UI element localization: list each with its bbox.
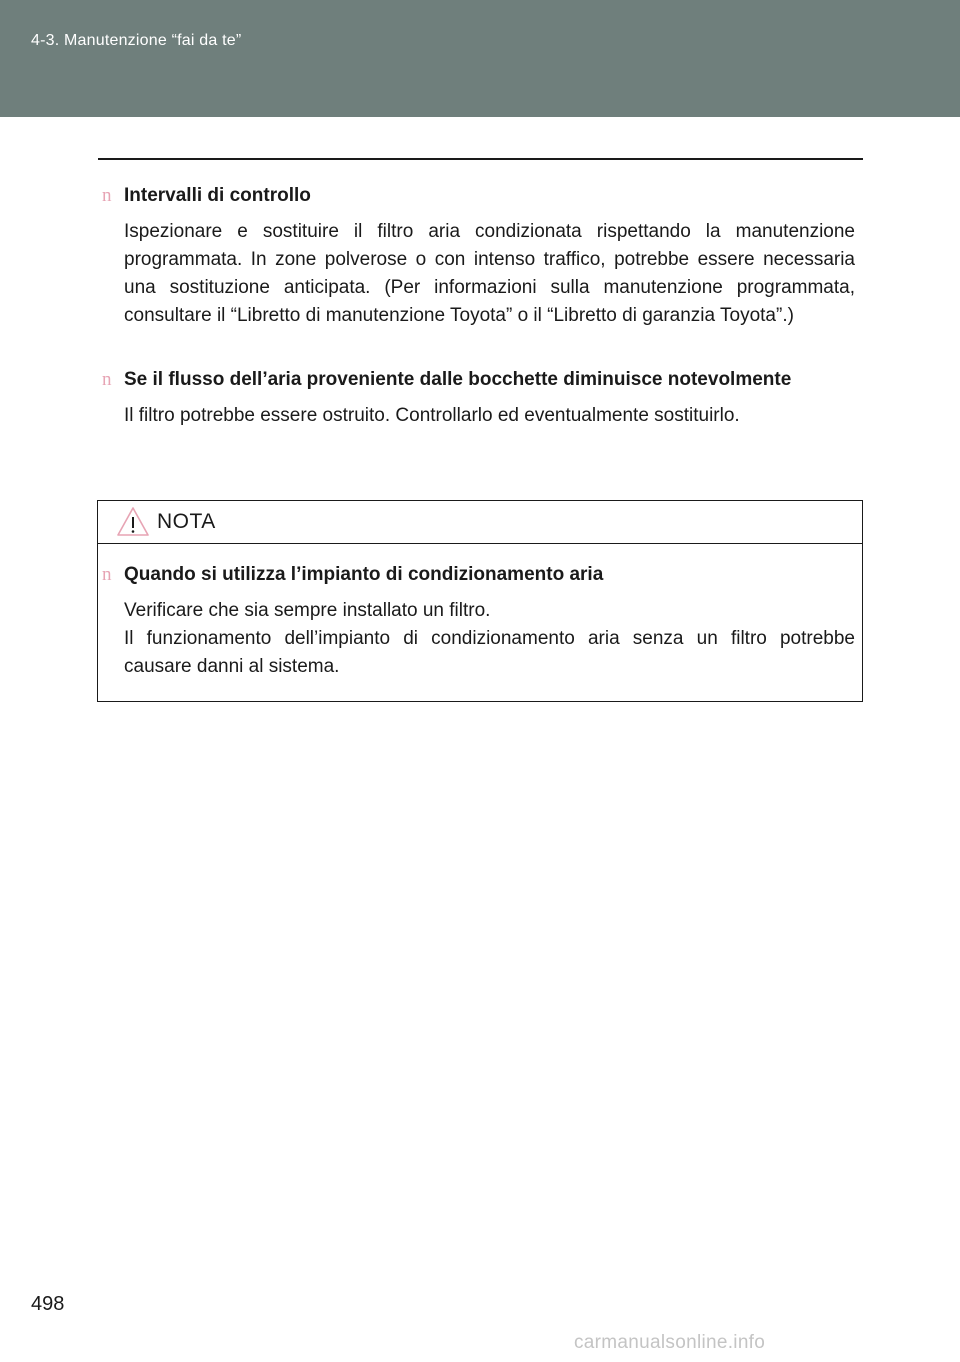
section-body: Ispezionare e sostituire il filtro aria condizionata rispettando la manutenzione programmata. In zone polverose o con intenso traffico, potrebbe essere necessaria una sostituzione anticipata. (Per informazioni sulla manutenzione programmata, consultare il “Libretto di manutenzione Toyota” o il “Libretto di garanzia Toyota”.) (124, 221, 855, 326)
bullet-icon: n (102, 185, 112, 206)
note-line-1: Verificare che sia sempre installato un filtro. (124, 600, 491, 621)
section-heading (100, 182, 855, 210)
header-band (0, 0, 960, 117)
section-title: 4-3. Manutenzione “fai da te” (31, 32, 242, 49)
section-flusso (100, 366, 855, 430)
top-rule (98, 158, 863, 160)
section-title: Intervalli di controllo (124, 185, 311, 206)
page-number: 498 (31, 1293, 65, 1315)
note-box (97, 500, 863, 702)
note-heading (100, 561, 855, 589)
warning-triangle-icon (116, 506, 150, 538)
section-heading (100, 366, 855, 394)
note-line-2: Il funzionamento dell’impianto di condizionamento aria senza un filtro potrebbe causare danni al sistema. (124, 628, 855, 677)
bullet-icon: n (102, 369, 112, 390)
watermark: carmanualsonline.info (574, 1332, 766, 1353)
bullet-icon: n (102, 564, 112, 585)
note-label: NOTA (157, 510, 216, 533)
section-intervalli (100, 182, 855, 330)
section-body: Il filtro potrebbe essere ostruito. Controllarlo ed eventualmente sostituirlo. (124, 405, 740, 426)
note-header (98, 501, 862, 544)
note-content (100, 561, 855, 681)
section-title: Se il flusso dell’aria proveniente dalle bocchette diminuisce notevolmente (124, 369, 792, 390)
note-title: Quando si utilizza l’impianto di condizionamento aria (124, 564, 604, 585)
